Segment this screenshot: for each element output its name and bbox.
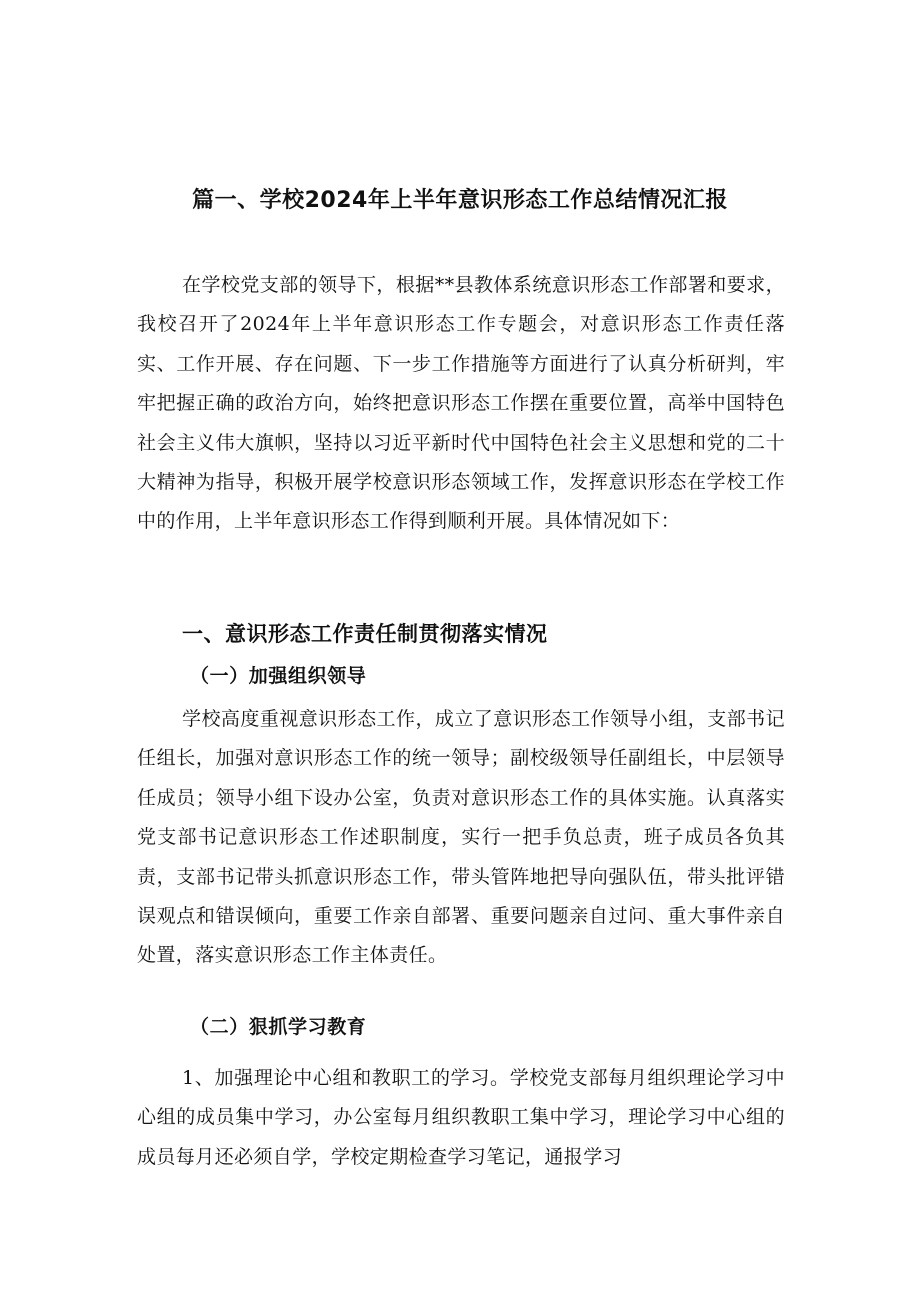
document-title: 篇一、学校2024年上半年意识形态工作总结情况汇报 — [192, 187, 728, 213]
subsection-paragraph-1: 学校高度重视意识形态工作，成立了意识形态工作领导小组，支部书记任组长，加强对意识形态工作的统一领导；副校级领导任副组长，中层领导任成员；领导小组下设办公室，负责对意识形态工作的具体实施。认真落实党支部书记意识形态工作述职制度，实行一把手负总责，班子成员各负其责，支部书记带头抓意识形态工作，带头管阵地把导向强队伍，带头批评错误观点和错误倾向，重要工作亲自部署、重要问题亲自过问、重大事件亲自处置，落实意识形态工作主体责任。 — [137, 708, 785, 967]
intro-paragraph: 在学校党支部的领导下，根据**县教体系统意识形态工作部署和要求，我校召开了2024年上半年意识形态工作专题会，对意识形态工作责任落实、工作开展、存在问题、下一步工作措施等方面进行了认真分析研判，牢牢把握正确的政治方向，始终把意识形态工作摆在重要位置，高举中国特色社会主义伟大旗帜，坚持以习近平新时代中国特色社会主义思想和党的二十大精神为指导，积极开展学校意识形态领域工作，发挥意识形态在学校工作中的作用，上半年意识形态工作得到顺利开展。具体情况如下： — [137, 274, 785, 533]
section-heading-1: 一、意识形态工作责任制贯彻落实情况 — [182, 622, 548, 646]
subsection-heading-2: （二）狠抓学习教育 — [190, 1016, 367, 1038]
subsection-heading-1: （一）加强组织领导 — [190, 665, 367, 687]
item-paragraph-1: 1、加强理论中心组和教职工的学习。学校党支部每月组织理论学习中心组的成员集中学习，办公室每月组织教职工集中学习，理论学习中心组的成员每月还必须自学，学校定期检查学习笔记，通报学习 — [137, 1067, 785, 1168]
